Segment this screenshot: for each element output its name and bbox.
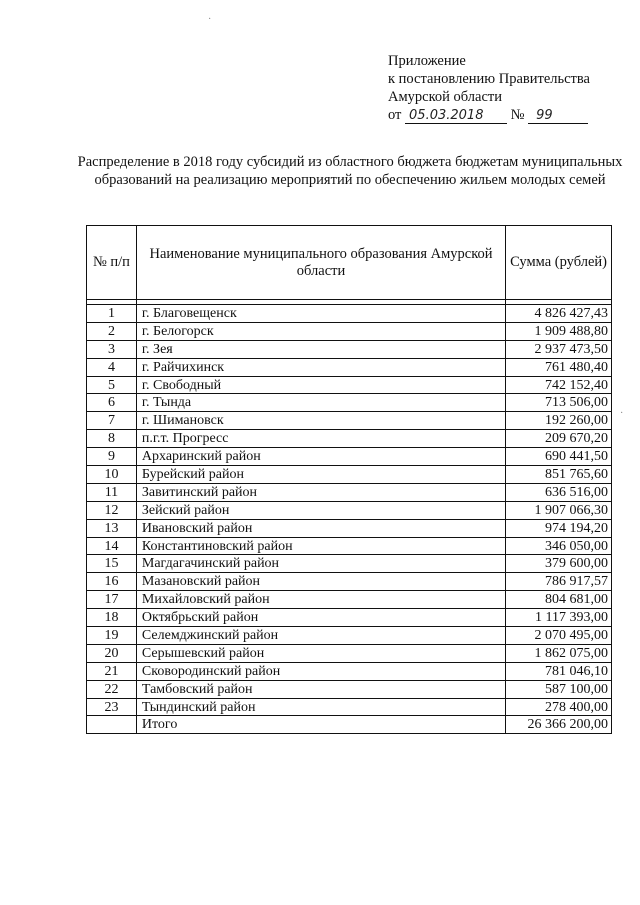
cell-num: 20: [87, 644, 137, 662]
table-row: [87, 591, 612, 609]
cell-num: 1: [87, 305, 137, 323]
cell-sum: 761 480,40: [506, 358, 612, 376]
table-row: [87, 519, 612, 537]
handwritten-number: 99: [528, 109, 588, 124]
header-num: № п/п: [87, 226, 137, 300]
table-row: [87, 376, 612, 394]
cell-name: Ивановский район: [136, 519, 505, 537]
cell-name: Селемджинский район: [136, 627, 505, 645]
table-row: [87, 430, 612, 448]
cell-name: Магдагачинский район: [136, 555, 505, 573]
cell-num: 19: [87, 627, 137, 645]
cell-sum: 587 100,00: [506, 680, 612, 698]
table-row: [87, 662, 612, 680]
header-sum: Сумма (рублей): [506, 226, 612, 300]
scan-speck: ·: [620, 408, 624, 419]
cell-num: 4: [87, 358, 137, 376]
cell-sum: 781 046,10: [506, 662, 612, 680]
cell-name: Тамбовский район: [136, 680, 505, 698]
cell-sum: 742 152,40: [506, 376, 612, 394]
cell-name: Октябрьский район: [136, 609, 505, 627]
document-title: Распределение в 2018 году субсидий из областного бюджета бюджетам муниципальных образований на реализацию мероприятий по обеспечению жильем молодых семей: [77, 154, 623, 188]
table-row: [87, 322, 612, 340]
cell-name: г. Тында: [136, 394, 505, 412]
cell-num: 13: [87, 519, 137, 537]
cell-name: г. Свободный: [136, 376, 505, 394]
cell-num: 22: [87, 680, 137, 698]
cell-sum: 636 516,00: [506, 483, 612, 501]
cell-sum: 1 909 488,80: [506, 322, 612, 340]
cell-num: 23: [87, 698, 137, 716]
cell-num: 8: [87, 430, 137, 448]
cell-name: Михайловский район: [136, 591, 505, 609]
table-row: [87, 573, 612, 591]
cell-num: 3: [87, 340, 137, 358]
table-row: [87, 412, 612, 430]
cell-name: Бурейский район: [136, 466, 505, 484]
cell-num: 9: [87, 448, 137, 466]
table-row: [87, 340, 612, 358]
cell-name: Завитинский район: [136, 483, 505, 501]
cell-sum: 804 681,00: [506, 591, 612, 609]
table-row: [87, 555, 612, 573]
table-row: [87, 680, 612, 698]
cell-name: Тындинский район: [136, 698, 505, 716]
cell-num: 6: [87, 394, 137, 412]
cell-sum: 26 366 200,00: [506, 716, 612, 734]
table-row: [87, 448, 612, 466]
cell-sum: 192 260,00: [506, 412, 612, 430]
table-row: [87, 305, 612, 323]
cell-sum: 1 117 393,00: [506, 609, 612, 627]
cell-num: 21: [87, 662, 137, 680]
table-row: [87, 394, 612, 412]
cell-sum: 2 937 473,50: [506, 340, 612, 358]
table-row: [87, 358, 612, 376]
number-label: №: [510, 107, 525, 123]
cell-sum: 346 050,00: [506, 537, 612, 555]
cell-sum: 786 917,57: [506, 573, 612, 591]
cell-sum: 209 670,20: [506, 430, 612, 448]
cell-num: 7: [87, 412, 137, 430]
cell-name: Архаринский район: [136, 448, 505, 466]
cell-num: 10: [87, 466, 137, 484]
cell-name: Итого: [136, 716, 505, 734]
appendix-line-3: Амурской области: [388, 89, 502, 105]
cell-name: Зейский район: [136, 501, 505, 519]
cell-sum: 278 400,00: [506, 698, 612, 716]
appendix-date-line: [388, 106, 628, 124]
cell-sum: 851 765,60: [506, 466, 612, 484]
cell-name: Серышевский район: [136, 644, 505, 662]
table-row: [87, 627, 612, 645]
cell-sum: 690 441,50: [506, 448, 612, 466]
appendix-line-2: к постановлению Правительства: [388, 71, 590, 87]
table-row: [87, 698, 612, 716]
cell-name: г. Благовещенск: [136, 305, 505, 323]
appendix-block: [388, 52, 628, 124]
cell-num: 16: [87, 573, 137, 591]
cell-num: 14: [87, 537, 137, 555]
table-header-row: [87, 226, 612, 300]
handwritten-date: 05.03.2018: [405, 109, 507, 124]
table-row: [87, 466, 612, 484]
cell-name: г. Шимановск: [136, 412, 505, 430]
table-row: [87, 537, 612, 555]
cell-name: Мазановский район: [136, 573, 505, 591]
table-row: [87, 501, 612, 519]
cell-num: 2: [87, 322, 137, 340]
cell-sum: 974 194,20: [506, 519, 612, 537]
cell-name: г. Райчихинск: [136, 358, 505, 376]
cell-sum: 713 506,00: [506, 394, 612, 412]
cell-sum: 1 907 066,30: [506, 501, 612, 519]
cell-num: 17: [87, 591, 137, 609]
header-name: Наименование муниципального образования Амурской области: [136, 226, 505, 300]
table-body: [87, 300, 612, 734]
from-label: от: [388, 107, 402, 123]
cell-name: г. Зея: [136, 340, 505, 358]
scan-speck: ·: [208, 14, 212, 25]
cell-num: 5: [87, 376, 137, 394]
table-row: [87, 483, 612, 501]
cell-sum: 2 070 495,00: [506, 627, 612, 645]
table-row: [87, 609, 612, 627]
cell-sum: 1 862 075,00: [506, 644, 612, 662]
subsidy-table: [86, 225, 612, 734]
cell-num: 12: [87, 501, 137, 519]
cell-name: п.г.т. Прогресс: [136, 430, 505, 448]
cell-num: 15: [87, 555, 137, 573]
cell-num: 18: [87, 609, 137, 627]
cell-name: г. Белогорск: [136, 322, 505, 340]
cell-sum: 4 826 427,43: [506, 305, 612, 323]
cell-name: Константиновский район: [136, 537, 505, 555]
cell-num: [87, 716, 137, 734]
cell-num: 11: [87, 483, 137, 501]
cell-name: Сковородинский район: [136, 662, 505, 680]
cell-sum: 379 600,00: [506, 555, 612, 573]
total-row: [87, 716, 612, 734]
appendix-line-1: Приложение: [388, 53, 466, 69]
table-row: [87, 644, 612, 662]
